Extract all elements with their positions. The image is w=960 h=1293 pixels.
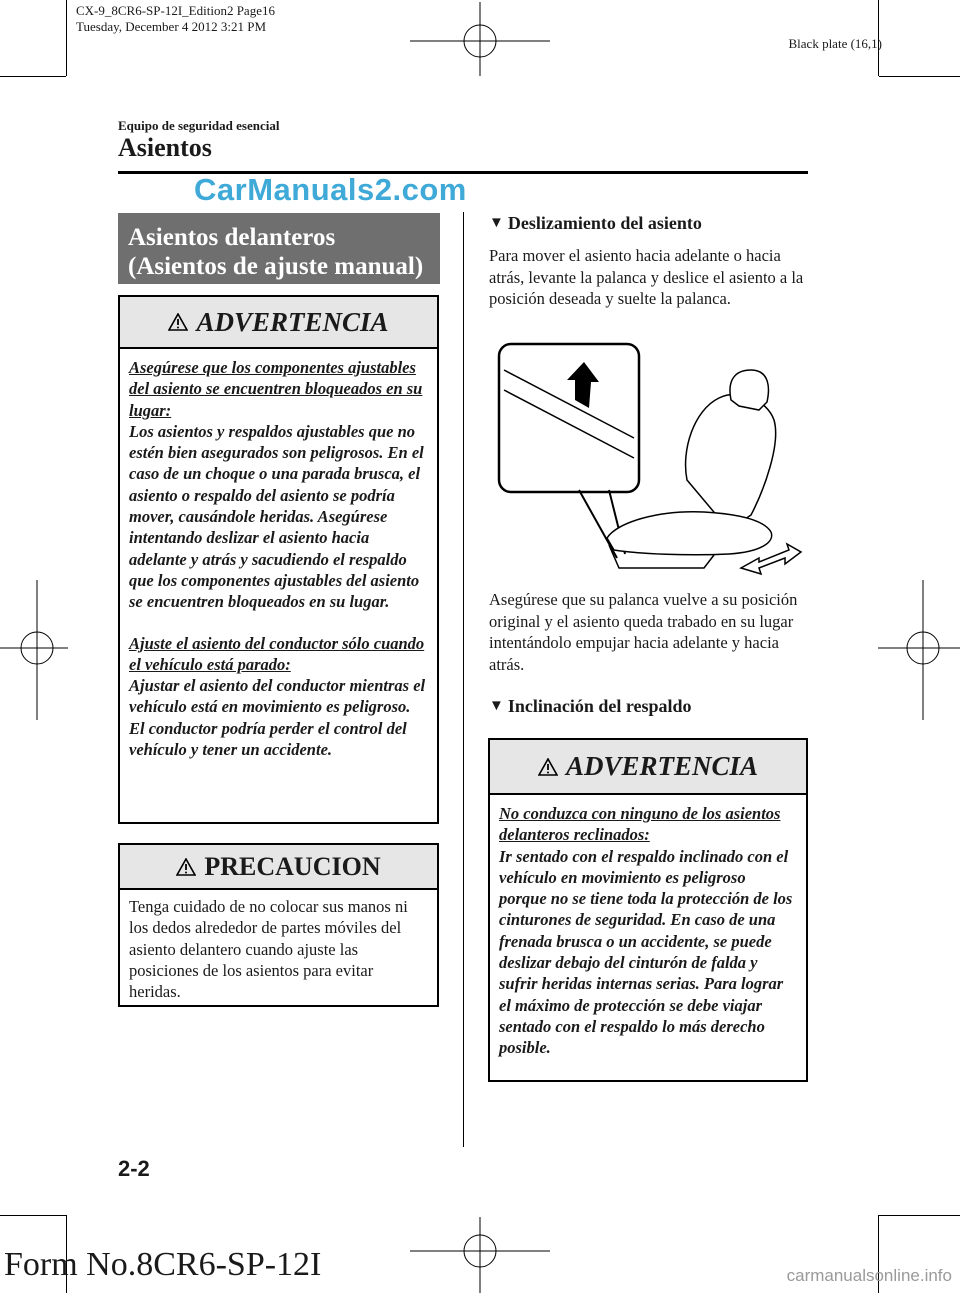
caution-box — [118, 843, 439, 1007]
crop-mark — [0, 76, 66, 77]
warning-header — [120, 297, 437, 349]
registration-mark-right — [878, 580, 960, 720]
seat-slide-illustration — [489, 340, 809, 580]
warning-body — [490, 795, 806, 1059]
headrest-outline — [730, 370, 768, 410]
warning-box-seat-lock — [118, 295, 439, 824]
print-file-line: CX-9_8CR6-SP-12I_Edition2 Page16 — [76, 3, 275, 18]
warning-triangle-icon — [538, 758, 558, 776]
section-label: Equipo de seguridad esencial — [118, 118, 280, 133]
caution-body — [120, 890, 437, 1002]
warning-triangle-icon — [176, 858, 196, 876]
warning-lead-2: Ajuste el asiento del conductor sólo cuando el vehículo está parado: — [129, 633, 425, 674]
page-title: Asientos — [118, 133, 212, 162]
seat-slide-text: Para mover el asiento hacia adelante o hacia atrás, levante la palanca y deslice el asiento a la posición deseada y suelte la palanca. — [489, 246, 804, 308]
form-number: Form No.8CR6-SP-12I — [4, 1246, 322, 1283]
warning-title: ADVERTENCIA — [565, 751, 759, 781]
warning-lead: No conduzca con ninguno de los asientos delanteros reclinados: — [499, 804, 781, 845]
paragraph-gap — [129, 613, 428, 633]
lever-callout-box — [499, 344, 639, 492]
subhead-seat-slide — [489, 213, 702, 234]
down-triangle-icon: ▼ — [489, 215, 504, 231]
registration-mark-left — [0, 580, 68, 720]
after-figure-text: Asegúrese que su palanca vuelve a su posición original y el asiento queda trabado en su lugar intentándolo empujar hacia adelante y hacia atrás. — [489, 590, 798, 674]
caution-title: PRECAUCION — [204, 851, 381, 881]
crop-mark — [0, 1215, 66, 1216]
crop-mark — [879, 1215, 960, 1216]
warning-title: ADVERTENCIA — [196, 306, 389, 337]
warning-text: Los asientos y respaldos ajustables que no estén bien asegurados son peligrosos. En el caso de un choque o una parada brusca, el asiento o respaldo del asiento se podría mover, causándole heridas. Asegúrese intentando deslizar el asiento hacia adelante y atrás y sacudiendo el respaldo que los componentes ajustables del asiento se encuentren bloqueados en su lugar. — [129, 421, 424, 612]
banner-line-1: Asientos delanteros — [128, 224, 336, 251]
page-number: 2-2 — [118, 1156, 150, 1181]
warning-body — [120, 349, 437, 760]
crop-mark — [66, 0, 67, 76]
warning-triangle-icon — [168, 313, 188, 331]
warning-text-2: Ajustar el asiento del conductor mientras el vehículo está en movimiento es peligroso. El conductor podría perder el control del vehículo y tener un accidente. — [129, 676, 426, 760]
subhead-backrest-label: Inclinación del respaldo — [507, 696, 692, 716]
caution-header — [120, 845, 437, 890]
footer-site: carmanualsonline.info — [786, 1266, 952, 1285]
caution-text: Tenga cuidado de no colocar sus manos ni los dedos alrededor de partes móviles del asiento delantero cuando ajuste las posiciones de los asientos para evitar heridas. — [129, 897, 408, 1002]
print-plate: Black plate (16,1) — [788, 36, 882, 51]
crop-mark — [879, 76, 960, 77]
section-banner — [118, 213, 440, 284]
column-divider — [463, 212, 464, 1147]
warning-box-recline — [488, 738, 808, 1082]
down-triangle-icon: ▼ — [489, 698, 504, 714]
seat-cushion-outline — [607, 512, 772, 555]
print-date-line: Tuesday, December 4 2012 3:21 PM — [76, 19, 267, 34]
banner-line-2: (Asientos de ajuste manual) — [128, 253, 424, 280]
subhead-backrest-recline — [489, 696, 692, 717]
subhead-seat-slide-label: Deslizamiento del asiento — [507, 213, 702, 233]
seat-back-outline — [686, 394, 776, 530]
warning-text: Ir sentado con el respaldo inclinado con el vehículo en movimiento es peligroso porque no se tiene toda la protección de los cinturones de seguridad. En caso de una frenada brusca o un accidente, se puede deslizar debajo del cinturón de falda y sufrir heridas internas serias. Para lograr el máximo de protección se debe viajar sentado con el respaldo lo más derecho posible. — [499, 846, 793, 1058]
registration-mark-bottom — [410, 1217, 550, 1293]
watermark: CarManuals2.com — [194, 172, 467, 207]
warning-lead: Asegúrese que los componentes ajustables del asiento se encuentren bloqueados en su lugar: — [129, 358, 423, 420]
warning-header — [490, 740, 806, 795]
registration-mark-top — [410, 2, 550, 76]
